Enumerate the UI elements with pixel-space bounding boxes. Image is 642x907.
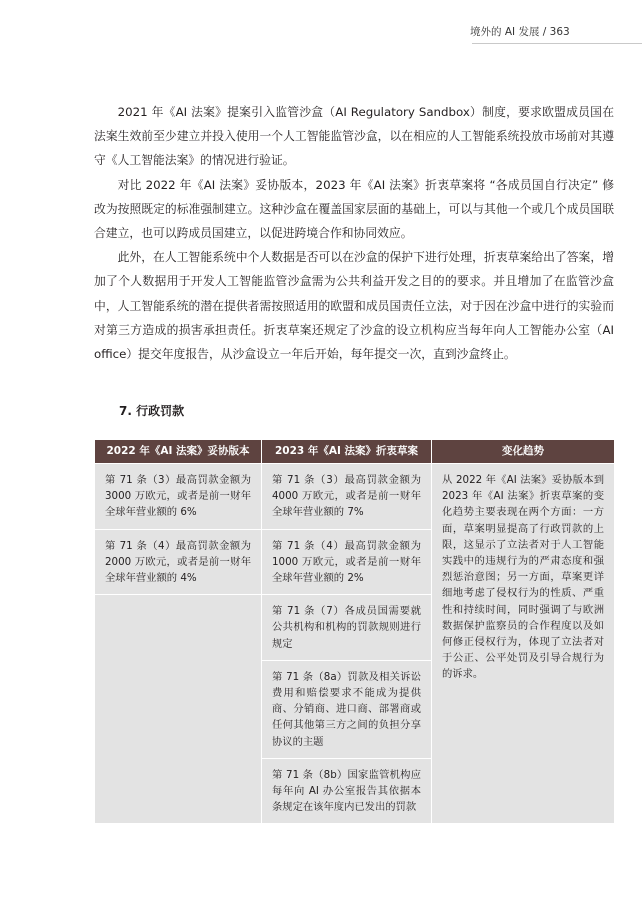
table-row: [95, 464, 615, 530]
paragraph-sandbox-intro: 2021 年《AI 法案》提案引入监管沙盒（AI Regulatory Sandbox）制度，要求欧盟成员国在法案生效前至少建立并投入使用一个人工智能监管沙盒，以在相应的人工智能系统投放市场前对其遵守《人工智能法案》的情况进行验证。: [94, 105, 614, 168]
cell-2023-art71-8b: 第 71 条（8b）国家监管机构应每年向 AI 办公室报告其依据本条规定在该年度内已发出的罚款: [262, 758, 432, 824]
running-header: 境外的 AI 发展 / 363: [470, 26, 570, 38]
cell-2023-art71-3: 第 71 条（3）最高罚款金额为 4000 万欧元，或者是前一财年全球年营业额的 7%: [262, 464, 432, 530]
cell-2023-art71-7: 第 71 条（7）各成员国需要就公共机构和机构的罚款规则进行规定: [262, 595, 432, 661]
paragraph-sandbox-comparison: 对比 2022 年《AI 法案》妥协版本，2023 年《AI 法案》折衷草案将 “各成员国自行决定” 修改为按照既定的标准强制建立。这种沙盒在覆盖国家层面的基础上，可以与其他一个或几个成员国联合建立，也可以跨成员国建立，以促进跨境合作和协同效应。: [94, 177, 614, 241]
header-2023-draft: 2023 年《AI 法案》折衷草案: [262, 440, 432, 464]
body-text: [94, 100, 614, 366]
table-header-row: [95, 440, 615, 464]
cell-2022-art71-3: 第 71 条（3）最高罚款金额为 3000 万欧元，或者是前一财年全球年营业额的 6%: [95, 464, 262, 530]
fines-comparison-table: [94, 439, 615, 824]
section-title: 7. 行政罚款: [119, 404, 185, 418]
cell-2022-art71-4: 第 71 条（4）最高罚款金额为 2000 万欧元，或者是前一财年全球年营业额的 4%: [95, 529, 262, 595]
cell-2022-empty: [95, 595, 262, 824]
cell-2023-art71-8a: 第 71 条（8a）罚款及相关诉讼费用和赔偿要求不能成为提供商、分销商、进口商、部署商或任何其他第三方之间的负担分享协议的主题: [262, 660, 432, 758]
cell-trend: 从 2022 年《AI 法案》妥协版本到 2023 年《AI 法案》折衷草案的变化趋势主要表现在两个方面：一方面，草案明显提高了行政罚款的上限，这显示了立法者对于人工智能实践中的违规行为的严肃态度和强烈惩治意图；另一方面，草案更详细地考虑了侵权行为的性质、严重性和持续时间，同时强调了与欧洲数据保护监察员的合作程度以及如何修正侵权行为，体现了立法者对于公正、公平处罚及引导合规行为的诉求。: [432, 464, 615, 824]
header-rule: [472, 43, 642, 44]
cell-2023-art71-4: 第 71 条（4）最高罚款金额为 1000 万欧元，或者是前一财年全球年营业额的 2%: [262, 529, 432, 595]
header-trend: 变化趋势: [432, 440, 615, 464]
header-2022-version: 2022 年《AI 法案》妥协版本: [95, 440, 262, 464]
paragraph-personal-data: 此外，在人工智能系统中个人数据是否可以在沙盒的保护下进行处理，折衷草案给出了答案，增加了个人数据用于开发人工智能监管沙盒需为公共利益开发之目的的要求。并且增加了在监管沙盒中，人工智能系统的潜在提供者需按照适用的欧盟和成员国责任立法，对于因在沙盒中进行的实验而对第三方造成的损害承担责任。折衷草案还规定了沙盒的设立机构应当每年向人工智能办公室（AI office）提交年度报告，从沙盒设立一年后开始，每年提交一次，直到沙盒终止。: [94, 250, 614, 362]
